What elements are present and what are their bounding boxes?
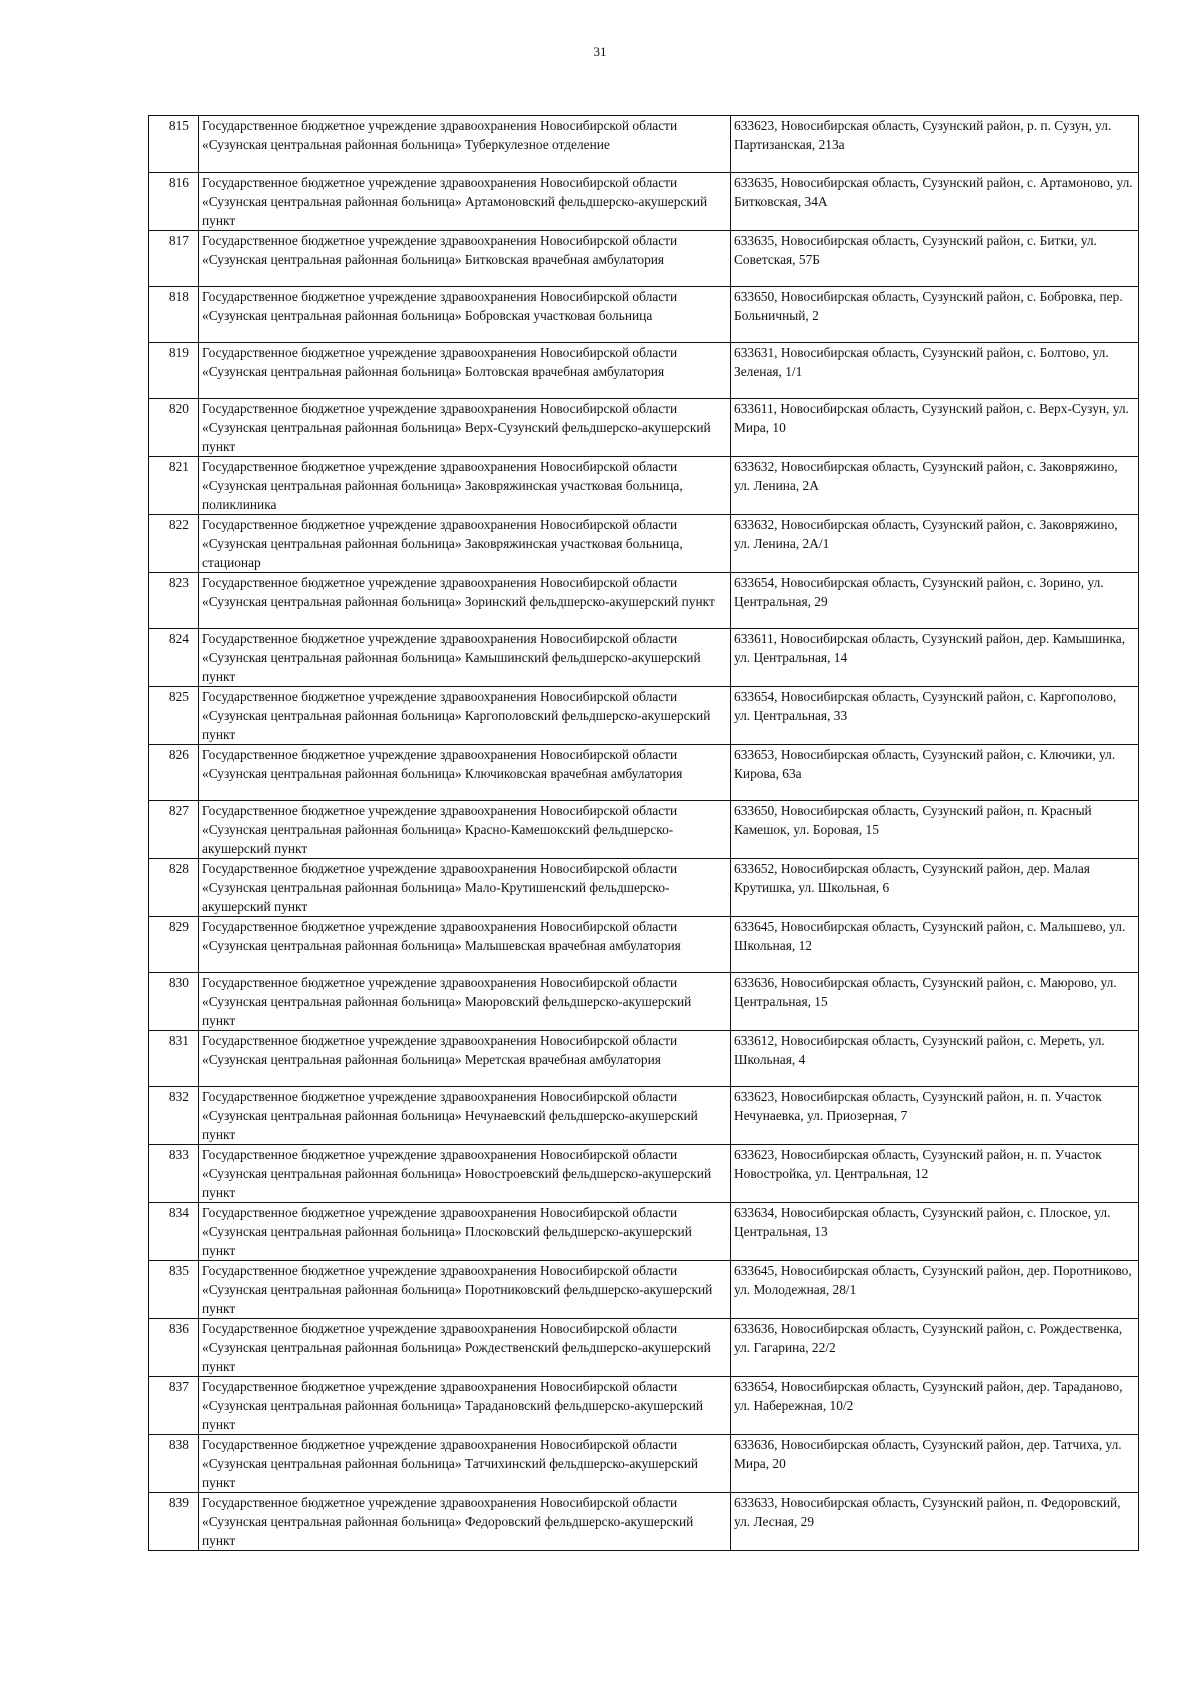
table-row [149,457,1139,515]
row-number-cell: 836 [149,1319,199,1377]
facility-address-cell: 633632, Новосибирская область, Сузунский район, с. Заковряжино, ул. Ленина, 2А [731,457,1139,515]
facility-address-cell: 633653, Новосибирская область, Сузунский район, с. Ключики, ул. Кирова, 63а [731,745,1139,801]
facility-name-cell: Государственное бюджетное учреждение здравоохранения Новосибирской области «Сузунская центральная районная больница» Битковская врачебная амбулатория [199,231,731,287]
facility-name-cell: Государственное бюджетное учреждение здравоохранения Новосибирской области «Сузунская центральная районная больница» Зоринский фельдшерско-акушерский пункт [199,573,731,629]
facility-name-cell: Государственное бюджетное учреждение здравоохранения Новосибирской области «Сузунская центральная районная больница» Федоровский фельдшерско-акушерский пункт [199,1493,731,1551]
row-number-cell: 837 [149,1377,199,1435]
facility-name-cell: Государственное бюджетное учреждение здравоохранения Новосибирской области «Сузунская центральная районная больница» Верх-Сузунский фельдшерско-акушерский пункт [199,399,731,457]
facility-address-cell: 633636, Новосибирская область, Сузунский район, с. Маюрово, ул. Центральная, 15 [731,973,1139,1031]
row-number-cell: 829 [149,917,199,973]
facility-name-cell: Государственное бюджетное учреждение здравоохранения Новосибирской области «Сузунская центральная районная больница» Маюровский фельдшерско-акушерский пункт [199,973,731,1031]
row-number-cell: 830 [149,973,199,1031]
row-number-cell: 838 [149,1435,199,1493]
table-row [149,973,1139,1031]
table-row [149,859,1139,917]
facility-name-cell: Государственное бюджетное учреждение здравоохранения Новосибирской области «Сузунская центральная районная больница» Тарадановский фельдшерско-акушерский пункт [199,1377,731,1435]
facility-name-cell: Государственное бюджетное учреждение здравоохранения Новосибирской области «Сузунская центральная районная больница» Туберкулезное отделение [199,116,731,173]
row-number-cell: 826 [149,745,199,801]
facility-address-cell: 633631, Новосибирская область, Сузунский район, с. Болтово, ул. Зеленая, 1/1 [731,343,1139,399]
table-row [149,629,1139,687]
facility-name-cell: Государственное бюджетное учреждение здравоохранения Новосибирской области «Сузунская центральная районная больница» Малышевская врачебная амбулатория [199,917,731,973]
row-number-cell: 831 [149,1031,199,1087]
facility-name-cell: Государственное бюджетное учреждение здравоохранения Новосибирской области «Сузунская центральная районная больница» Нечунаевский фельдшерско-акушерский пункт [199,1087,731,1145]
facility-address-cell: 633635, Новосибирская область, Сузунский район, с. Битки, ул. Советская, 57Б [731,231,1139,287]
table-row [149,917,1139,973]
row-number-cell: 822 [149,515,199,573]
facility-name-cell: Государственное бюджетное учреждение здравоохранения Новосибирской области «Сузунская центральная районная больница» Заковряжинская участковая больница, стационар [199,515,731,573]
facility-address-cell: 633645, Новосибирская область, Сузунский район, с. Малышево, ул. Школьная, 12 [731,917,1139,973]
table-row [149,687,1139,745]
facility-name-cell: Государственное бюджетное учреждение здравоохранения Новосибирской области «Сузунская центральная районная больница» Меретская врачебная амбулатория [199,1031,731,1087]
table-row [149,573,1139,629]
row-number-cell: 832 [149,1087,199,1145]
facility-address-cell: 633650, Новосибирская область, Сузунский район, п. Красный Камешок, ул. Боровая, 15 [731,801,1139,859]
row-number-cell: 825 [149,687,199,745]
facility-address-cell: 633623, Новосибирская область, Сузунский район, н. п. Участок Нечунаевка, ул. Приозерная, 7 [731,1087,1139,1145]
row-number-cell: 820 [149,399,199,457]
facility-name-cell: Государственное бюджетное учреждение здравоохранения Новосибирской области «Сузунская центральная районная больница» Бобровская участковая больница [199,287,731,343]
facility-address-cell: 633636, Новосибирская область, Сузунский район, с. Рождественка, ул. Гагарина, 22/2 [731,1319,1139,1377]
facility-address-cell: 633634, Новосибирская область, Сузунский район, с. Плоское, ул. Центральная, 13 [731,1203,1139,1261]
facility-name-cell: Государственное бюджетное учреждение здравоохранения Новосибирской области «Сузунская центральная районная больница» Мало-Крутишенский фельдшерско-акушерский пункт [199,859,731,917]
row-number-cell: 827 [149,801,199,859]
table-row [149,1087,1139,1145]
table-row [149,1435,1139,1493]
facility-address-cell: 633654, Новосибирская область, Сузунский район, с. Каргополово, ул. Центральная, 33 [731,687,1139,745]
table-row [149,1145,1139,1203]
row-number-cell: 839 [149,1493,199,1551]
table-row [149,1319,1139,1377]
row-number-cell: 817 [149,231,199,287]
table-row [149,1377,1139,1435]
facility-address-cell: 633611, Новосибирская область, Сузунский район, с. Верх-Сузун, ул. Мира, 10 [731,399,1139,457]
facility-address-cell: 633635, Новосибирская область, Сузунский район, с. Артамоново, ул. Битковская, 34А [731,173,1139,231]
table-row [149,745,1139,801]
facility-name-cell: Государственное бюджетное учреждение здравоохранения Новосибирской области «Сузунская центральная районная больница» Плосковский фельдшерско-акушерский пункт [199,1203,731,1261]
table-row [149,399,1139,457]
facility-name-cell: Государственное бюджетное учреждение здравоохранения Новосибирской области «Сузунская центральная районная больница» Камышинский фельдшерско-акушерский пункт [199,629,731,687]
facility-name-cell: Государственное бюджетное учреждение здравоохранения Новосибирской области «Сузунская центральная районная больница» Ключиковская врачебная амбулатория [199,745,731,801]
facility-name-cell: Государственное бюджетное учреждение здравоохранения Новосибирской области «Сузунская центральная районная больница» Рождественский фельдшерско-акушерский пункт [199,1319,731,1377]
row-number-cell: 819 [149,343,199,399]
facility-name-cell: Государственное бюджетное учреждение здравоохранения Новосибирской области «Сузунская центральная районная больница» Красно-Камешокский фельдшерско-акушерский пункт [199,801,731,859]
facility-address-cell: 633623, Новосибирская область, Сузунский район, н. п. Участок Новостройка, ул. Центральная, 12 [731,1145,1139,1203]
facility-name-cell: Государственное бюджетное учреждение здравоохранения Новосибирской области «Сузунская центральная районная больница» Каргополовский фельдшерско-акушерский пункт [199,687,731,745]
row-number-cell: 816 [149,173,199,231]
row-number-cell: 824 [149,629,199,687]
facility-name-cell: Государственное бюджетное учреждение здравоохранения Новосибирской области «Сузунская центральная районная больница» Новостроевский фельдшерско-акушерский пункт [199,1145,731,1203]
facility-name-cell: Государственное бюджетное учреждение здравоохранения Новосибирской области «Сузунская центральная районная больница» Болтовская врачебная амбулатория [199,343,731,399]
table-row [149,343,1139,399]
facility-name-cell: Государственное бюджетное учреждение здравоохранения Новосибирской области «Сузунская центральная районная больница» Заковряжинская участковая больница, поликлиника [199,457,731,515]
row-number-cell: 834 [149,1203,199,1261]
facility-name-cell: Государственное бюджетное учреждение здравоохранения Новосибирской области «Сузунская центральная районная больница» Артамоновский фельдшерско-акушерский пункт [199,173,731,231]
facility-address-cell: 633611, Новосибирская область, Сузунский район, дер. Камышинка, ул. Центральная, 14 [731,629,1139,687]
facility-address-cell: 633636, Новосибирская область, Сузунский район, дер. Татчиха, ул. Мира, 20 [731,1435,1139,1493]
table-row [149,173,1139,231]
facility-address-cell: 633652, Новосибирская область, Сузунский район, дер. Малая Крутишка, ул. Школьная, 6 [731,859,1139,917]
facility-address-cell: 633633, Новосибирская область, Сузунский район, п. Федоровский, ул. Лесная, 29 [731,1493,1139,1551]
facility-address-cell: 633654, Новосибирская область, Сузунский район, с. Зорино, ул. Центральная, 29 [731,573,1139,629]
facility-name-cell: Государственное бюджетное учреждение здравоохранения Новосибирской области «Сузунская центральная районная больница» Татчихинский фельдшерско-акушерский пункт [199,1435,731,1493]
table-row [149,1261,1139,1319]
row-number-cell: 828 [149,859,199,917]
facility-address-cell: 633612, Новосибирская область, Сузунский район, с. Мереть, ул. Школьная, 4 [731,1031,1139,1087]
facilities-table [148,115,1139,1551]
table-row [149,287,1139,343]
row-number-cell: 821 [149,457,199,515]
table-row [149,116,1139,173]
table-row [149,1493,1139,1551]
row-number-cell: 815 [149,116,199,173]
table-row [149,231,1139,287]
table-row [149,515,1139,573]
facility-address-cell: 633654, Новосибирская область, Сузунский район, дер. Тараданово, ул. Набережная, 10/2 [731,1377,1139,1435]
facility-address-cell: 633632, Новосибирская область, Сузунский район, с. Заковряжино, ул. Ленина, 2А/1 [731,515,1139,573]
facility-address-cell: 633650, Новосибирская область, Сузунский район, с. Бобровка, пер. Больничный, 2 [731,287,1139,343]
table-row [149,1203,1139,1261]
facilities-table-body [149,116,1139,1551]
row-number-cell: 818 [149,287,199,343]
table-row [149,801,1139,859]
row-number-cell: 833 [149,1145,199,1203]
row-number-cell: 835 [149,1261,199,1319]
page-number: 31 [593,44,607,59]
table-row [149,1031,1139,1087]
row-number-cell: 823 [149,573,199,629]
facility-name-cell: Государственное бюджетное учреждение здравоохранения Новосибирской области «Сузунская центральная районная больница» Поротниковский фельдшерско-акушерский пункт [199,1261,731,1319]
facility-address-cell: 633645, Новосибирская область, Сузунский район, дер. Поротниково, ул. Молодежная, 28/1 [731,1261,1139,1319]
facility-address-cell: 633623, Новосибирская область, Сузунский район, р. п. Сузун, ул. Партизанская, 213а [731,116,1139,173]
